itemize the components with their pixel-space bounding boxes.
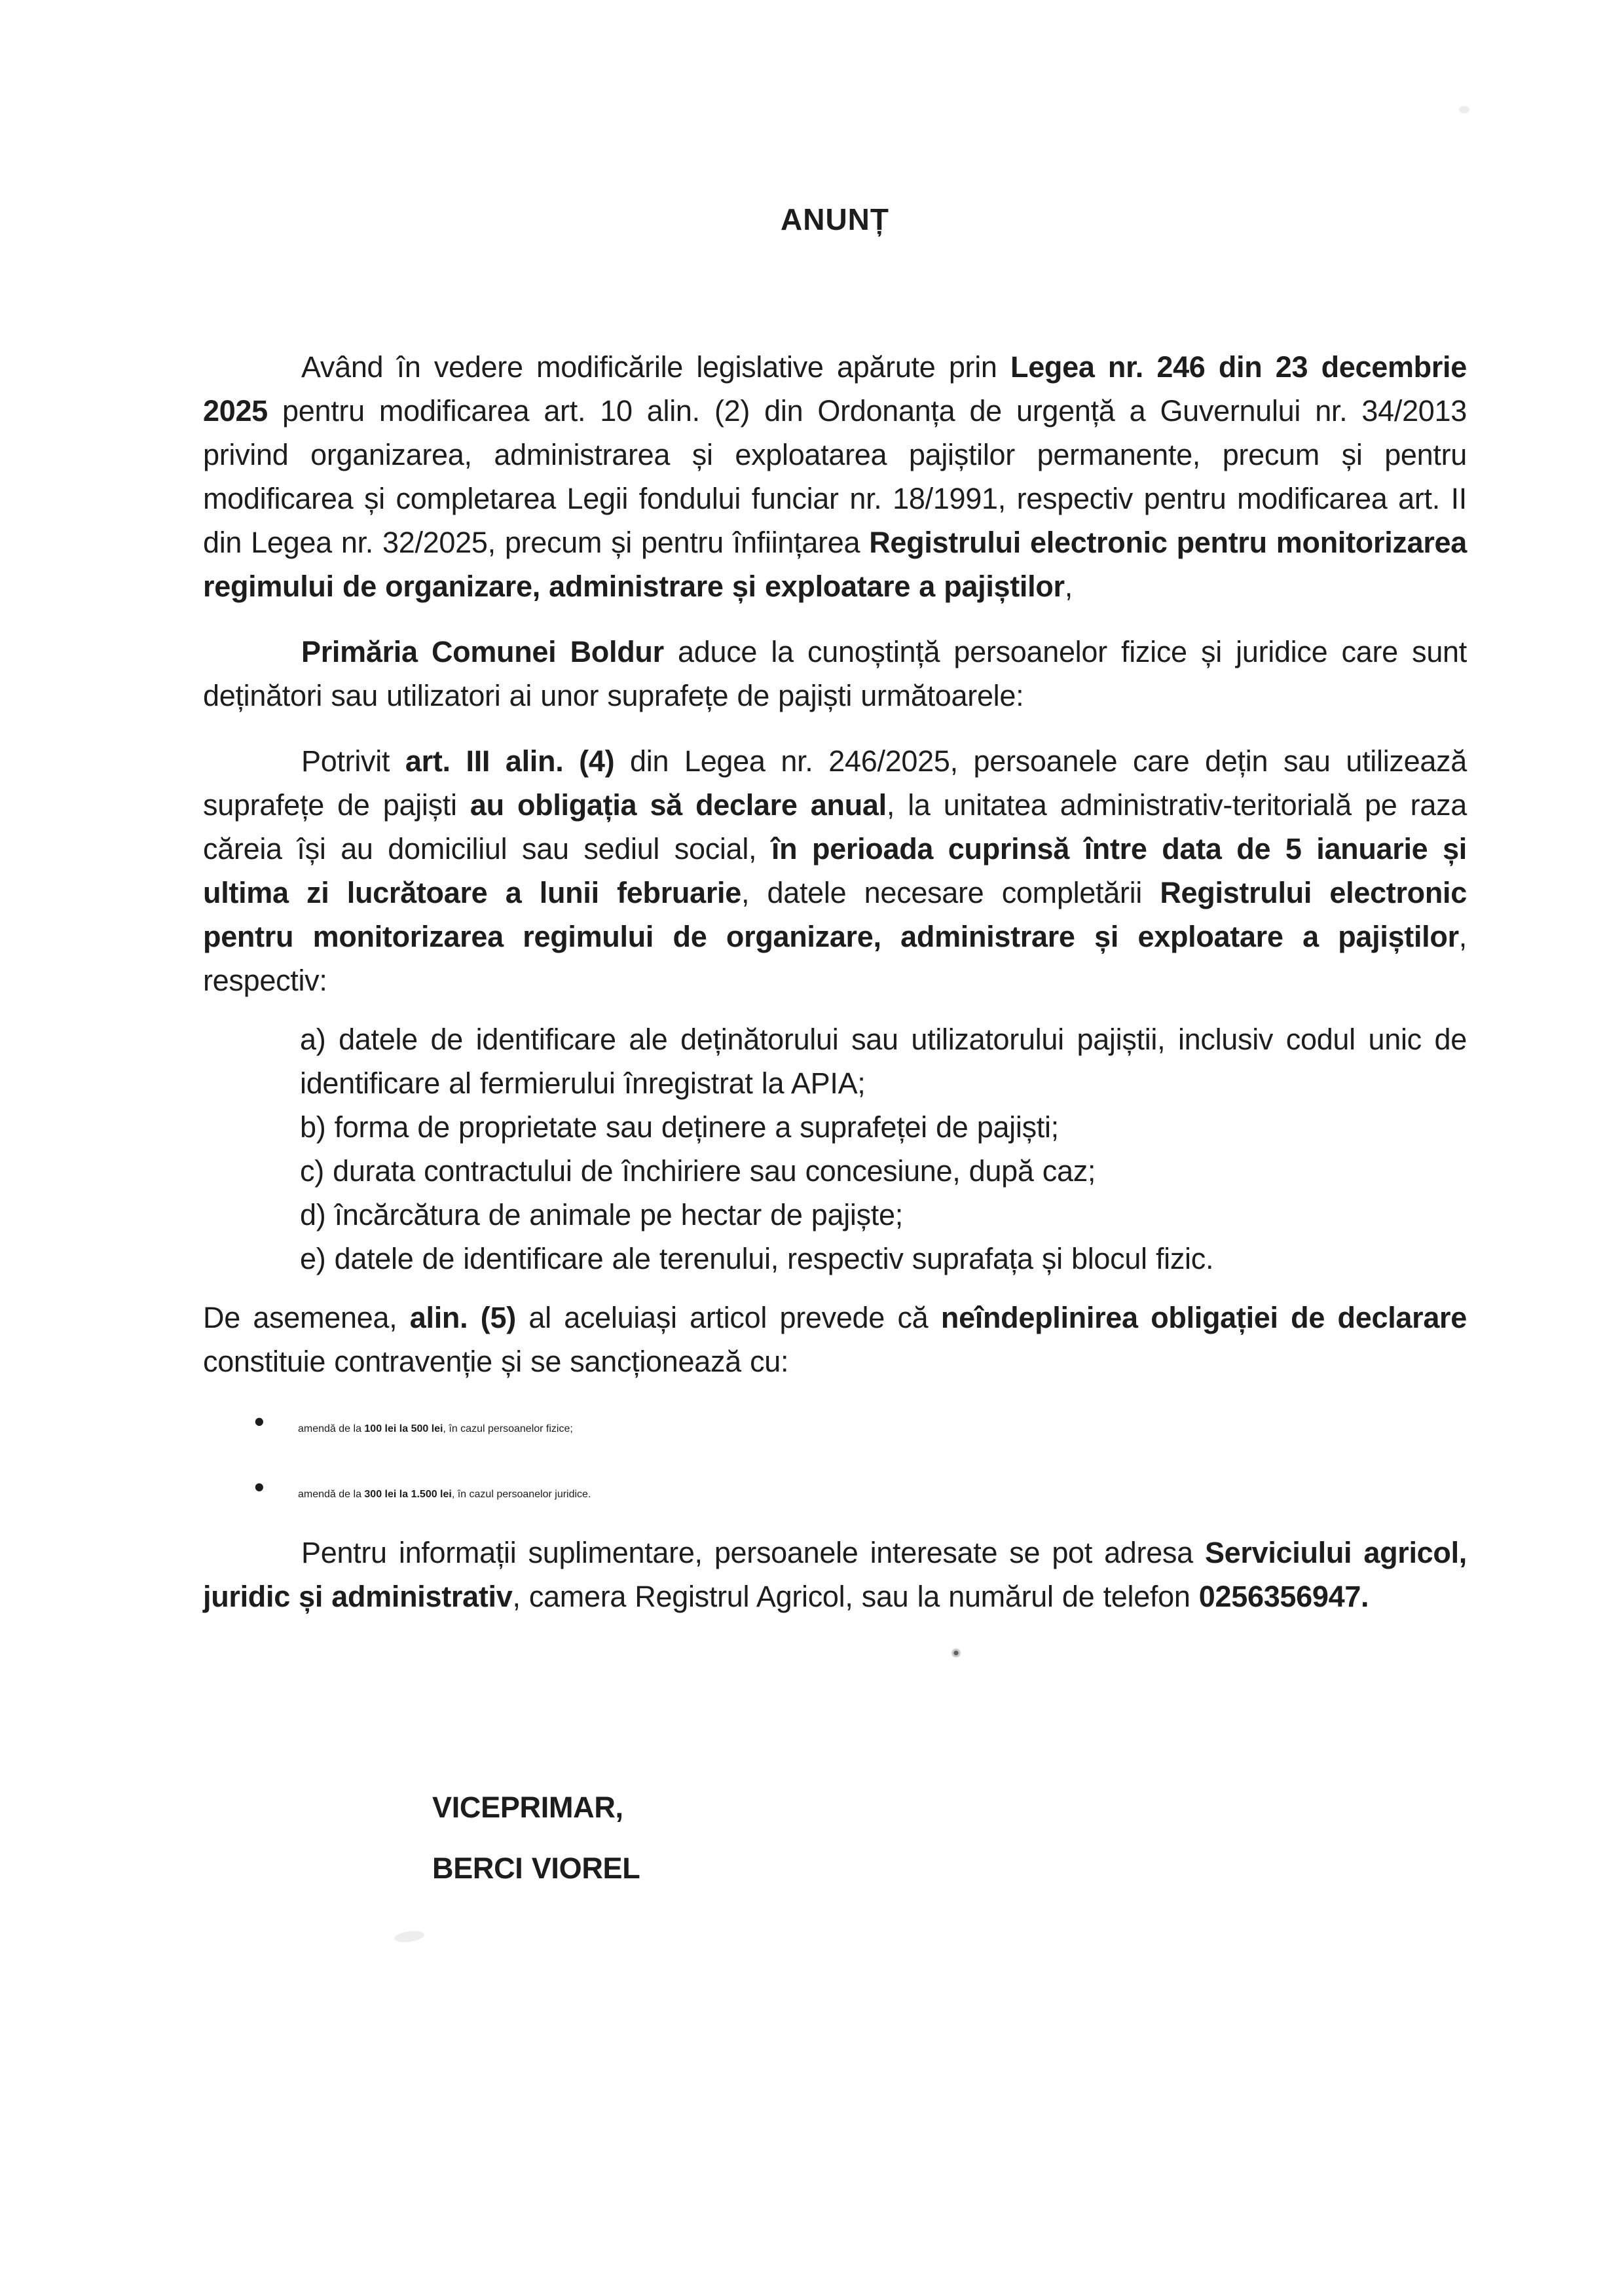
- signature-name: BERCI VIOREL: [432, 1851, 640, 1885]
- list-item-a: a) datele de identificare ale deținătorului sau utilizatorului pajiștii, inclusiv codul unic de identificare al fermierului înregistrat la APIA;: [300, 1023, 1467, 1100]
- scan-artifact-dot: [951, 1647, 961, 1658]
- bullet-fine-individuals-text: amendă de la 100 lei la 500 lei, în cazul persoanelor fizice;: [298, 1423, 573, 1434]
- list-item-d: d) încărcătura de animale pe hectar de pajiște;: [300, 1198, 903, 1231]
- bullet-fine-legal-entities: [254, 1465, 1467, 1509]
- page-title: ANUNȚ: [781, 202, 889, 236]
- list-item-e: e) datele de identificare ale terenului, respectiv suprafața și blocul fizic.: [300, 1242, 1214, 1275]
- paragraph-contact-info: Pentru informații suplimentare, persoanele interesate se pot adresa Serviciului agricol, juridic și administrativ, camera Registrul Agricol, sau la numărul de telefon 0256356947.: [203, 1536, 1467, 1613]
- list-item-c: c) durata contractului de închiriere sau concesiune, după caz;: [300, 1154, 1096, 1188]
- scan-artifact-smudge: [394, 1929, 425, 1944]
- bullet-icon: •: [254, 1405, 265, 1438]
- paragraph-sanctions: De asemenea, alin. (5) al aceluiași articol prevede că neîndeplinirea obligației de declarare constituie contravenție și se sancționează cu:: [203, 1301, 1467, 1378]
- bullet-fine-individuals: [254, 1400, 1467, 1444]
- bullet-icon: •: [254, 1470, 265, 1504]
- fines-list: [203, 1400, 1467, 1509]
- signature-role: VICEPRIMAR,: [432, 1791, 623, 1824]
- declaration-data-list: [300, 1017, 1467, 1281]
- bullet-fine-legal-entities-text: amendă de la 300 lei la 1.500 lei, în cazul persoanelor juridice.: [298, 1489, 591, 1500]
- list-item-b: b) forma de proprietate sau deținere a suprafeței de pajiști;: [300, 1110, 1059, 1144]
- paragraph-announcement-intro: Primăria Comunei Boldur aduce la cunoștință persoanelor fizice și juridice care sunt deținători sau utilizatori ai unor suprafețe de pajiști următoarele:: [203, 635, 1467, 712]
- paragraph-legal-basis: Având în vedere modificările legislative apărute prin Legea nr. 246 din 23 decembrie 2025 pentru modificarea art. 10 alin. (2) din Ordonanța de urgență a Guvernului nr. 34/2013 privind organizarea, administrarea și exploatarea pajiștilor permanente, precum și pentru modificarea și completarea Legii fondului funciar nr. 18/1991, respectiv pentru modificarea art. II din Legea nr. 32/2025, precum și pentru înființarea Registrului electronic pentru monitorizarea regimului de organizare, administrare și exploatare a pajiștilor,: [203, 350, 1467, 603]
- paragraph-declaration-obligation: Potrivit art. III alin. (4) din Legea nr. 246/2025, persoanele care dețin sau utilizează suprafețe de pajiști au obligația să declare anual, la unitatea administrativ-teritorială pe raza căreia își au domiciliul sau sediul social, în perioada cuprinsă între data de 5 ianuarie și ultima zi lucrătoare a lunii februarie, datele necesare completării Registrului electronic pentru monitorizarea regimului de organizare, administrare și exploatare a pajiștilor, respectiv:: [203, 744, 1467, 997]
- signature-block: [432, 1785, 1467, 1890]
